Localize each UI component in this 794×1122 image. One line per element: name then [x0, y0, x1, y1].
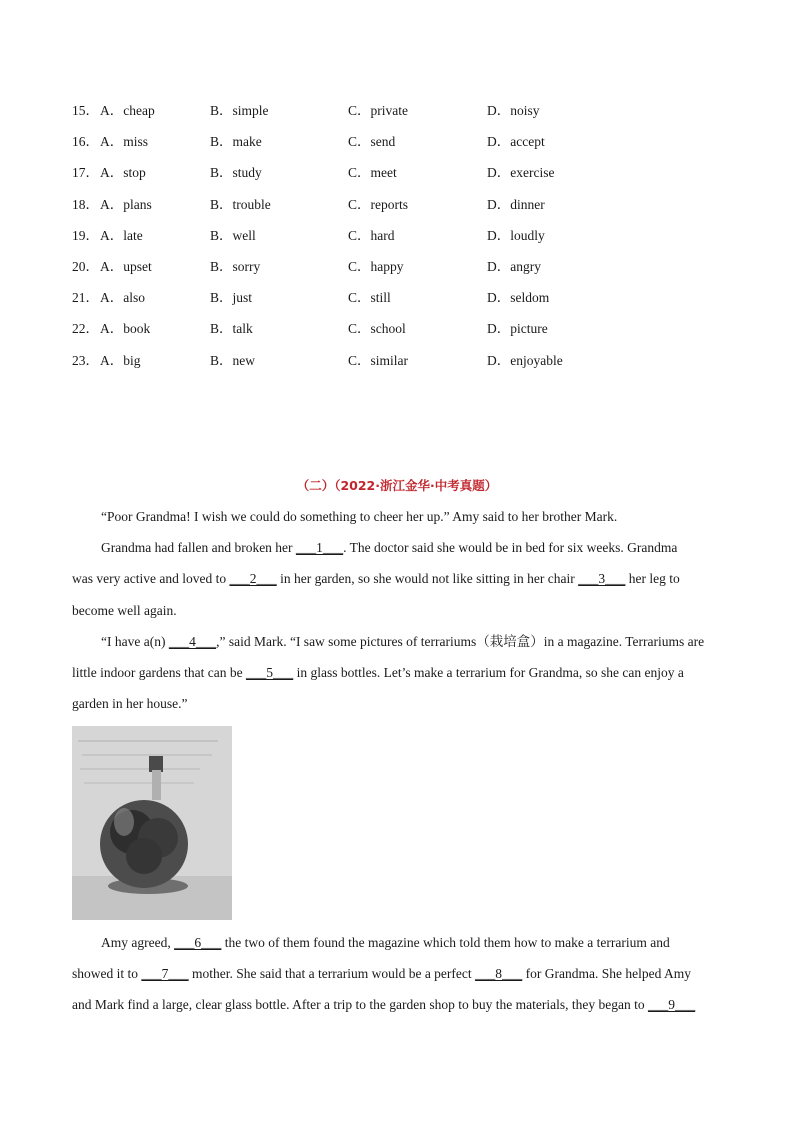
terrarium-photo [72, 726, 232, 920]
option-b: B．sorry [210, 258, 261, 274]
text: was very active and loved to [72, 571, 230, 587]
question-number: 23． [72, 352, 99, 368]
option-d: D．loudly [487, 227, 545, 243]
option-c: C．still [348, 290, 391, 306]
paragraph-line [72, 602, 727, 633]
option-d: D．dinner [487, 196, 545, 212]
option-b: B．trouble [210, 196, 271, 212]
question-number: 18． [72, 196, 99, 212]
option-b: B．study [210, 165, 262, 181]
option-d: D．exercise [487, 165, 555, 181]
paragraph-line [72, 965, 727, 996]
question-number: 15． [72, 103, 99, 118]
paragraph-line [72, 570, 727, 601]
question-number: 17． [72, 165, 99, 181]
blank-1: ___1___ [295, 540, 344, 556]
plant-foliage [126, 838, 162, 874]
paragraph-line [72, 508, 727, 539]
blank-6: ___6___ [174, 935, 222, 950]
paragraph-line [72, 996, 727, 1027]
option-b: B．new [210, 352, 255, 368]
faded-text-line [80, 768, 200, 770]
question-row-18 [72, 196, 752, 227]
option-d: D．angry [487, 258, 541, 274]
paragraph-line [72, 695, 727, 726]
text: the two of them found the magazine which told them how to make a terrarium and [221, 935, 670, 950]
option-a: A．miss [100, 134, 149, 150]
passage-part-2 [72, 934, 727, 1028]
paragraph-line [72, 539, 727, 570]
option-a: A．late [100, 227, 143, 243]
text: “Poor Grandma! I wish we could do something to cheer her up.” Amy said to her brother Mark. [101, 509, 618, 524]
question-number: 22． [72, 321, 99, 337]
blank-2: ___2___ [229, 571, 277, 587]
text: . The doctor said she would be in bed for six weeks. Grandma [343, 540, 678, 556]
question-row-19 [72, 227, 752, 258]
option-b: B．talk [210, 321, 253, 337]
option-c: C．similar [348, 352, 408, 368]
paragraph-line [72, 633, 727, 664]
glass-highlight [114, 808, 134, 836]
question-number: 19． [72, 227, 99, 243]
text: mother. She said that a terrarium would be a perfect [188, 966, 476, 982]
option-a: A．upset [100, 258, 152, 274]
option-b: B．well [210, 227, 256, 243]
question-row-23 [72, 352, 752, 383]
question-number: 16． [72, 134, 99, 150]
passage-part-1 [72, 508, 727, 726]
option-d: D．seldom [487, 290, 550, 306]
option-a: A．big [100, 352, 141, 368]
text: become well again. [72, 602, 177, 618]
faded-text-line [84, 782, 194, 784]
blank-5: ___5___ [245, 664, 294, 680]
text: and Mark find a large, clear glass bottle. After a trip to the garden shop to buy the materials, they began to [72, 997, 648, 1013]
text: for Grandma. She helped Amy [522, 966, 691, 982]
paragraph-line [72, 664, 727, 695]
question-row-17 [72, 164, 752, 195]
option-c: C．private [348, 103, 408, 118]
blank-3: ___3___ [578, 571, 626, 587]
question-row-22 [72, 320, 752, 351]
option-d: D．accept [487, 134, 545, 150]
question-row-21 [72, 289, 752, 320]
option-c: C．school [348, 321, 406, 337]
text: her leg to [625, 571, 680, 587]
blank-4: ___4___ [168, 633, 217, 649]
option-c: C．reports [348, 196, 408, 212]
option-b: B．just [210, 290, 253, 306]
question-row-15 [72, 102, 752, 133]
faded-text-line [78, 740, 218, 742]
bottle-cork [149, 756, 163, 772]
text: in glass bottles. Let’s make a terrarium for Grandma, so she can enjoy a [293, 664, 684, 680]
question-row-20 [72, 258, 752, 289]
faded-text-line [82, 754, 212, 756]
paragraph-line [72, 934, 727, 965]
option-b: B．simple [210, 103, 269, 118]
text: little indoor gardens that can be [72, 664, 246, 680]
text: garden in her house.” [72, 696, 188, 712]
option-d: D．noisy [487, 103, 540, 118]
text: “I have a(n) [101, 633, 169, 649]
blank-9: ___9___ [647, 997, 696, 1013]
option-c: C．meet [348, 165, 397, 181]
option-d: D．enjoyable [487, 352, 563, 368]
text: ,” said Mark. “I saw some pictures of terrariums（栽培盒）in a magazine. Terrariums are [216, 633, 705, 649]
question-row-16 [72, 133, 752, 164]
section-title: （二）（2022·浙江金华·中考真题） [296, 478, 498, 493]
option-a: A．also [100, 290, 145, 306]
text: Grandma had fallen and broken her [101, 540, 296, 556]
blank-7: ___7___ [141, 966, 189, 982]
option-a: A．book [100, 321, 151, 337]
options-list [72, 102, 752, 383]
option-a: A．cheap [100, 103, 155, 118]
option-d: D．picture [487, 321, 548, 337]
blank-8: ___8___ [475, 966, 523, 982]
option-b: B．make [210, 134, 262, 150]
question-number: 20． [72, 258, 99, 274]
text: Amy agreed, [101, 935, 175, 950]
text: showed it to [72, 966, 142, 982]
option-a: A．plans [100, 196, 152, 212]
option-c: C．send [348, 134, 396, 150]
option-c: C．happy [348, 258, 404, 274]
bottle-neck [152, 770, 161, 800]
terrarium-illustration [72, 726, 232, 920]
option-a: A．stop [100, 165, 146, 181]
question-number: 21． [72, 290, 99, 306]
text: in her garden, so she would not like sitting in her chair [276, 571, 579, 587]
option-c: C．hard [348, 227, 395, 243]
